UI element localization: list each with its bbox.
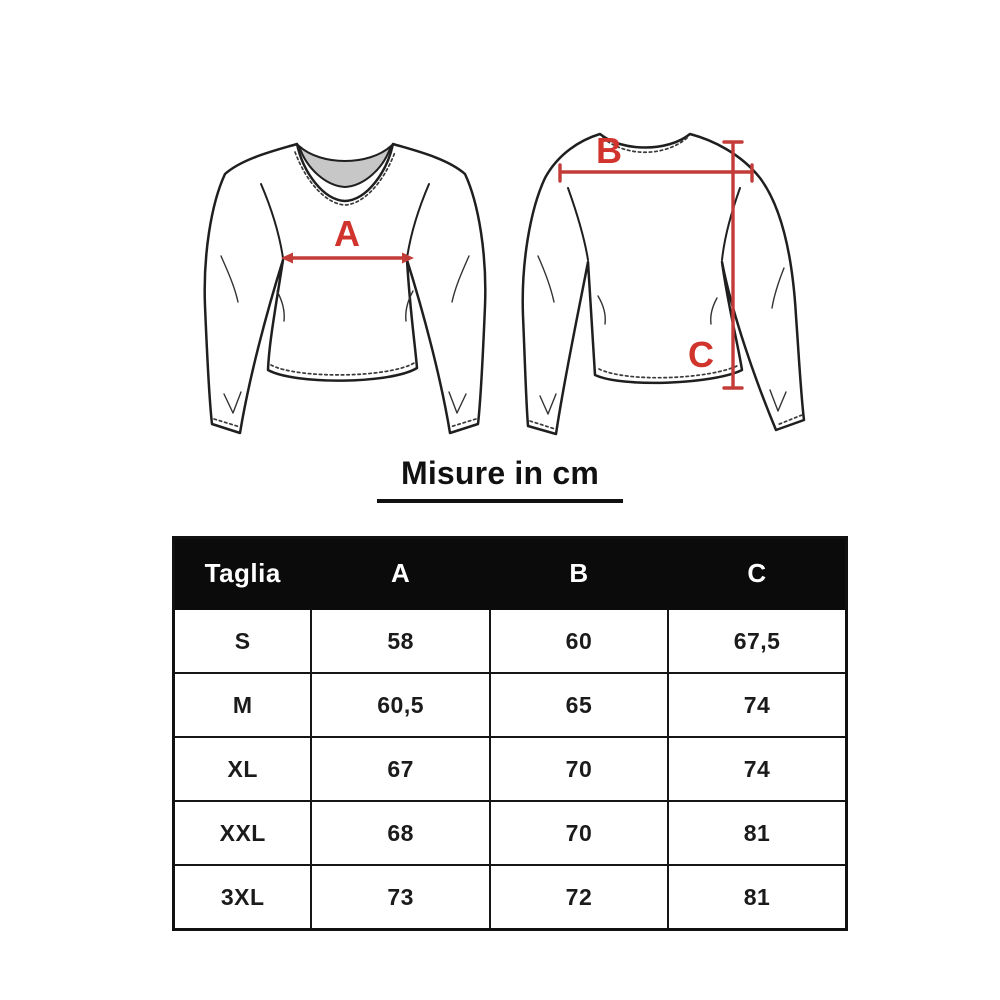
value-a: 73 <box>311 865 489 930</box>
value-c: 67,5 <box>668 609 846 673</box>
value-a: 68 <box>311 801 489 865</box>
size-table <box>172 536 848 931</box>
value-c: 81 <box>668 865 846 930</box>
value-a: 60,5 <box>311 673 489 737</box>
back-shirt-silhouette <box>523 134 804 434</box>
size-label: XXL <box>174 801 312 865</box>
measure-a-label: A <box>334 213 360 254</box>
table-row-xl <box>174 737 847 801</box>
measure-c-label: C <box>688 334 714 375</box>
table-row-xxl <box>174 801 847 865</box>
front-shirt-drawing <box>195 106 495 446</box>
table-row-s <box>174 609 847 673</box>
value-b: 70 <box>490 737 668 801</box>
size-label: S <box>174 609 312 673</box>
value-a: 67 <box>311 737 489 801</box>
col-header-b: B <box>490 538 668 610</box>
size-table-wrap <box>172 536 848 931</box>
col-header-c: C <box>668 538 846 610</box>
table-header-row <box>174 538 847 610</box>
back-shirt-drawing <box>498 106 808 451</box>
value-b: 65 <box>490 673 668 737</box>
measure-b-label: B <box>596 130 622 171</box>
title-underline <box>377 499 623 503</box>
value-c: 74 <box>668 737 846 801</box>
size-label: 3XL <box>174 865 312 930</box>
size-label: M <box>174 673 312 737</box>
value-a: 58 <box>311 609 489 673</box>
front-shirt-diagram <box>195 106 495 446</box>
col-header-a: A <box>311 538 489 610</box>
value-b: 60 <box>490 609 668 673</box>
table-row-m <box>174 673 847 737</box>
back-shirt-diagram <box>498 106 808 451</box>
size-label: XL <box>174 737 312 801</box>
size-chart-title: Misure in cm <box>400 455 599 491</box>
title-block <box>377 456 623 503</box>
value-c: 74 <box>668 673 846 737</box>
value-b: 72 <box>490 865 668 930</box>
value-b: 70 <box>490 801 668 865</box>
table-row-3xl <box>174 865 847 930</box>
col-header-taglia: Taglia <box>174 538 312 610</box>
value-c: 81 <box>668 801 846 865</box>
